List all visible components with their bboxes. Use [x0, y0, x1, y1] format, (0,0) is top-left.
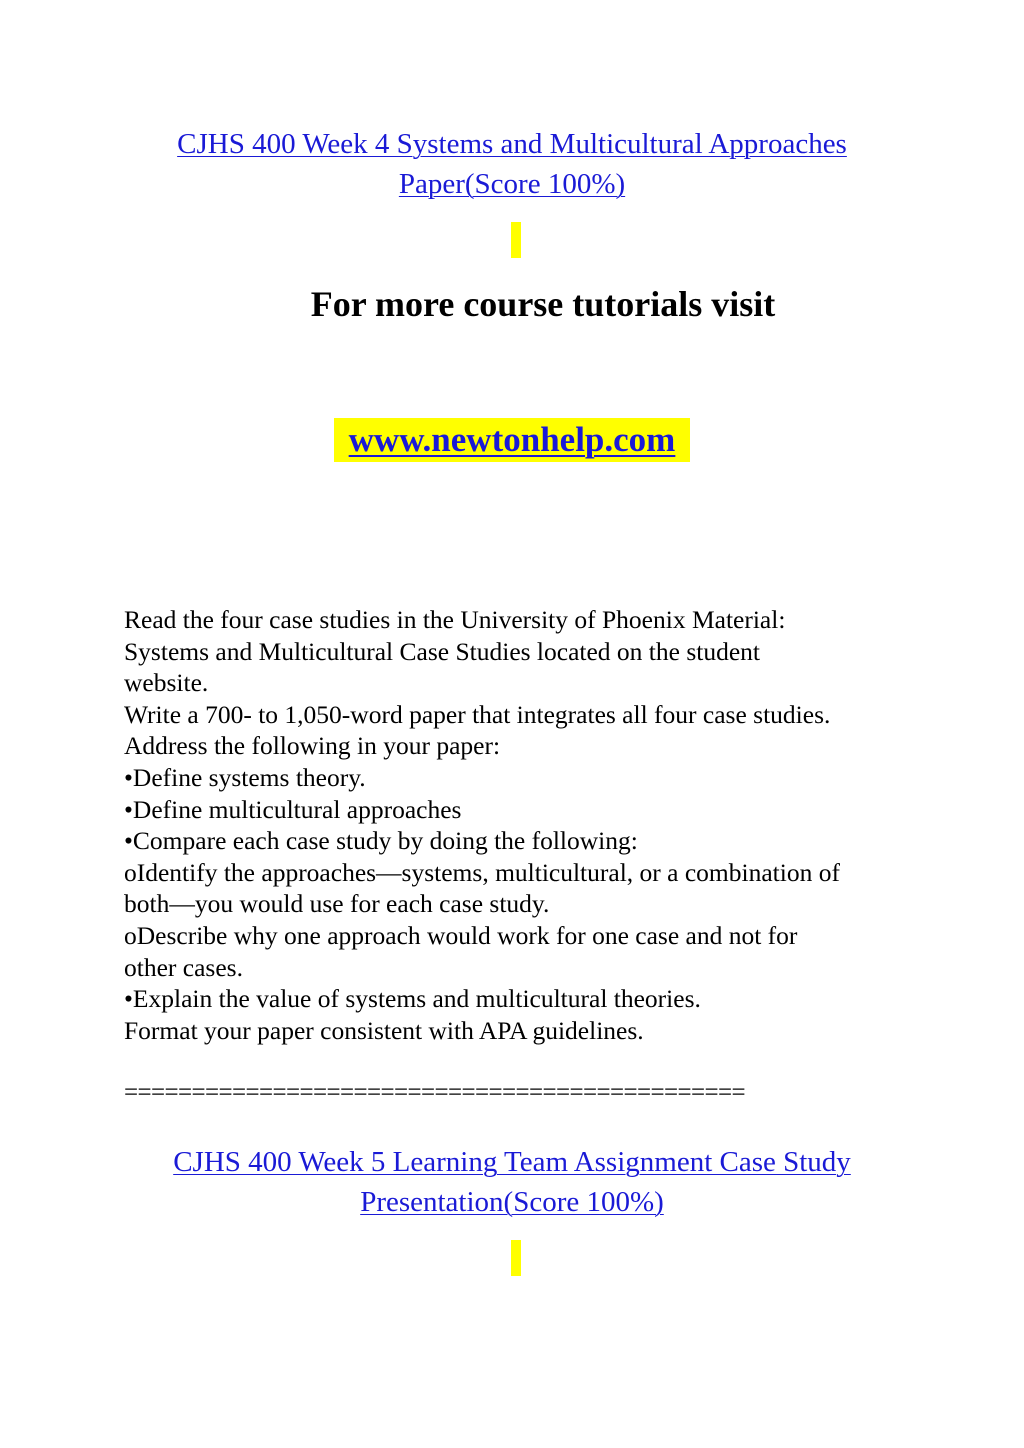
course-link-week4-line1: CJHS 400 Week 4 Systems and Multicultural Approaches: [177, 128, 847, 160]
separator-line: ==============================================: [124, 1079, 745, 1106]
body-line: both—you would use for each case study.: [124, 889, 550, 919]
tagline-heading: For more course tutorials visit: [310, 284, 776, 324]
body-line: Write a 700- to 1,050-word paper that integrates all four case studies.: [124, 699, 831, 729]
body-line: oIdentify the approaches—systems, multicultural, or a combination of: [124, 857, 840, 887]
body-line: •Explain the value of systems and multicultural theories.: [124, 984, 701, 1014]
body-line: Format your paper consistent with APA guidelines.: [124, 1015, 644, 1045]
highlight-marker: [511, 222, 521, 258]
course-link-week5-line2: Presentation(Score 100%): [360, 1186, 664, 1218]
body-line: other cases.: [124, 952, 243, 982]
website-link[interactable]: www.newtonhelp.com: [334, 418, 690, 462]
body-line: •Compare each case study by doing the following:: [124, 826, 638, 856]
course-link-week5[interactable]: [112, 1142, 912, 1222]
body-line: Systems and Multicultural Case Studies located on the student: [124, 636, 760, 666]
body-line: •Define multicultural approaches: [124, 794, 462, 824]
body-line: oDescribe why one approach would work for one case and not for: [124, 920, 798, 950]
course-link-week4-line2: Paper(Score 100%): [398, 168, 626, 200]
body-line: •Define systems theory.: [124, 762, 366, 792]
body-line: Read the four case studies in the University of Phoenix Material:: [124, 605, 786, 634]
highlight-marker: [511, 1240, 521, 1276]
course-link-week4[interactable]: [112, 124, 912, 204]
course-link-week5-line1: CJHS 400 Week 5 Learning Team Assignment Case Study: [173, 1146, 851, 1178]
assignment-description: [124, 604, 914, 1046]
body-line: website.: [124, 668, 209, 698]
body-line: Address the following in your paper:: [124, 731, 501, 761]
